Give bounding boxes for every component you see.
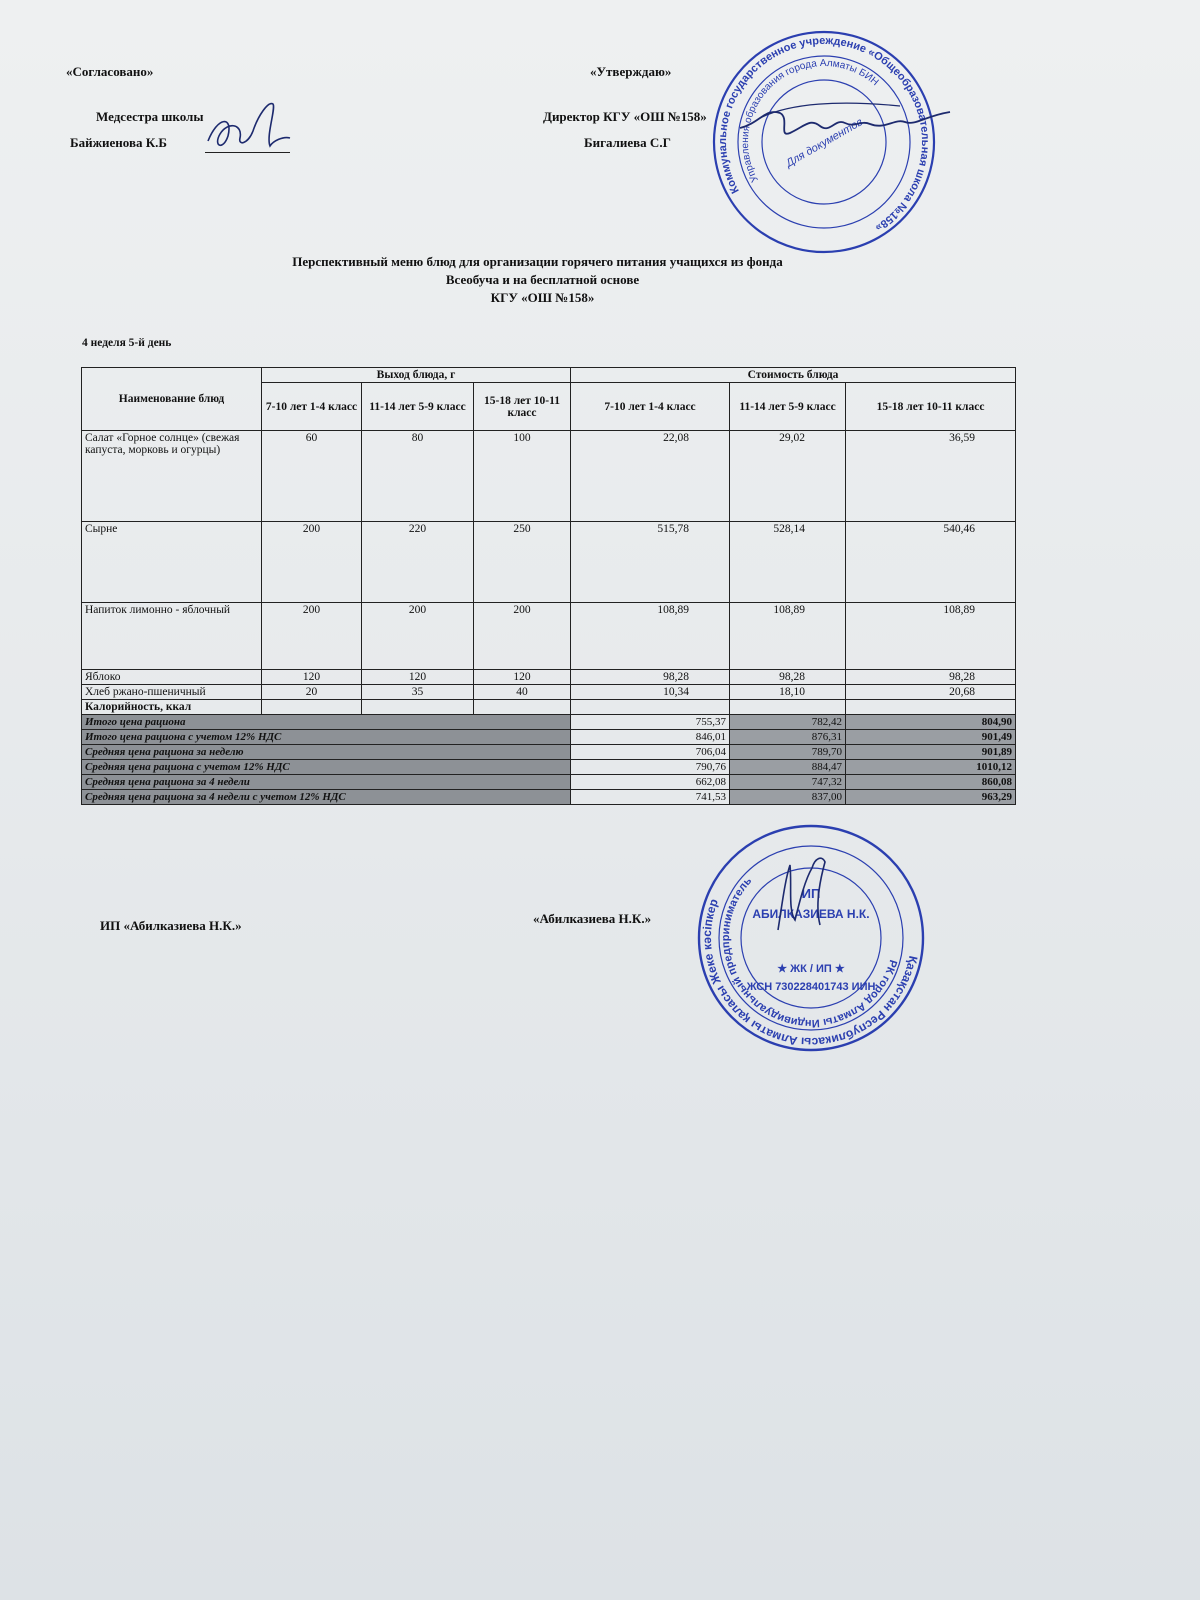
table-row: Яблоко 120 120 120 98,28 98,28 98,28 — [82, 670, 1016, 685]
header-c2: 11-14 лет 5-9 класс — [730, 383, 846, 431]
header-cost: Стоимость блюда — [571, 368, 1016, 383]
calories-row: Калорийность, ккал — [82, 700, 1016, 715]
header-output: Выход блюда, г — [262, 368, 571, 383]
summary-row: Средняя цена рациона за 4 недели с учетом 12% НДС 741,53 837,00 963,29 — [82, 790, 1016, 805]
header-dish-name: Наименование блюд — [82, 368, 262, 431]
svg-text:РК город Алматы Индивидуальный: РК город Алматы Индивидуальный предприниматель — [719, 874, 899, 1030]
doc-title-line1: Перспективный меню блюд для организации горячего питания учащихся из фонда — [292, 254, 783, 269]
summary-row: Средняя цена рациона с учетом 12% НДС 790,76 884,47 1010,12 — [82, 760, 1016, 775]
approve-title: «Утверждаю» — [590, 64, 672, 79]
svg-text:★ ЖК / ИП ★: ★ ЖК / ИП ★ — [777, 963, 845, 975]
doc-title-line3: КГУ «ОШ №158» — [490, 290, 595, 305]
footer-signature-name: «Абилказиева Н.К.» — [533, 911, 652, 926]
svg-text:Қазақстан Республикасы Алматы: Қазақстан Республикасы Алматы қаласы Жеке кәсіпкер — [699, 896, 921, 1050]
header-c3: 15-18 лет 10-11 класс — [846, 383, 1016, 431]
table-row: Хлеб ржано-пшеничный 20 35 40 10,34 18,10 20,68 — [82, 685, 1016, 700]
header-g1: 7-10 лет 1-4 класс — [262, 383, 362, 431]
table-row: Салат «Горное солнце» (свежая капуста, морковь и огурцы) 60 80 100 22,08 29,02 36,59 — [82, 431, 1016, 522]
nurse-signature — [198, 96, 298, 156]
svg-text:Для документов: Для документов — [784, 116, 865, 170]
summary-row: Итого цена рациона с учетом 12% НДС 846,01 876,31 901,49 — [82, 730, 1016, 745]
header-g2: 11-14 лет 5-9 класс — [362, 383, 474, 431]
entrepreneur-signature — [770, 850, 840, 940]
header-c1: 7-10 лет 1-4 класс — [571, 383, 730, 431]
director-role: Директор КГУ «ОШ №158» — [543, 109, 707, 124]
svg-text:ЖСН 730228401743 ИИН: ЖСН 730228401743 ИИН — [746, 981, 876, 993]
table-row: Напиток лимонно - яблочный 200 200 200 108,89 108,89 108,89 — [82, 603, 1016, 670]
menu-table — [81, 367, 1016, 805]
agreed-title: «Согласовано» — [66, 64, 154, 79]
doc-title-line2: Всеобуча и на бесплатной основе — [445, 272, 640, 287]
svg-text:Коммунальное государственное у: Коммунальное государственное учреждение «Общеобразовательная школа №158» — [716, 34, 932, 234]
week-day-label: 4 неделя 5-й день — [82, 337, 172, 349]
table-header-row — [82, 368, 1016, 383]
svg-text:ИП: ИП — [801, 886, 821, 901]
summary-row: Средняя цена рациона за неделю 706,04 789,70 901,89 — [82, 745, 1016, 760]
nurse-role: Медсестра школы — [96, 109, 204, 124]
director-signature — [720, 88, 960, 158]
summary-row: Итого цена рациона 755,37 782,42 804,90 — [82, 715, 1016, 730]
summary-row: Средняя цена рациона за 4 недели 662,08 747,32 860,08 — [82, 775, 1016, 790]
header-g3: 15-18 лет 10-11 класс — [474, 383, 571, 431]
footer-entrepreneur: ИП «Абилказиева Н.К.» — [100, 918, 242, 933]
table-row: Сырне 200 220 250 515,78 528,14 540,46 — [82, 522, 1016, 603]
director-name: Бигалиева С.Г — [584, 135, 671, 150]
nurse-name: Байжиенова К.Б — [70, 135, 167, 150]
svg-text:АБИЛКАЗИЕВА Н.К.: АБИЛКАЗИЕВА Н.К. — [752, 907, 870, 921]
svg-text:Управления образования города: Управления образования города Алматы БИН — [739, 57, 881, 184]
